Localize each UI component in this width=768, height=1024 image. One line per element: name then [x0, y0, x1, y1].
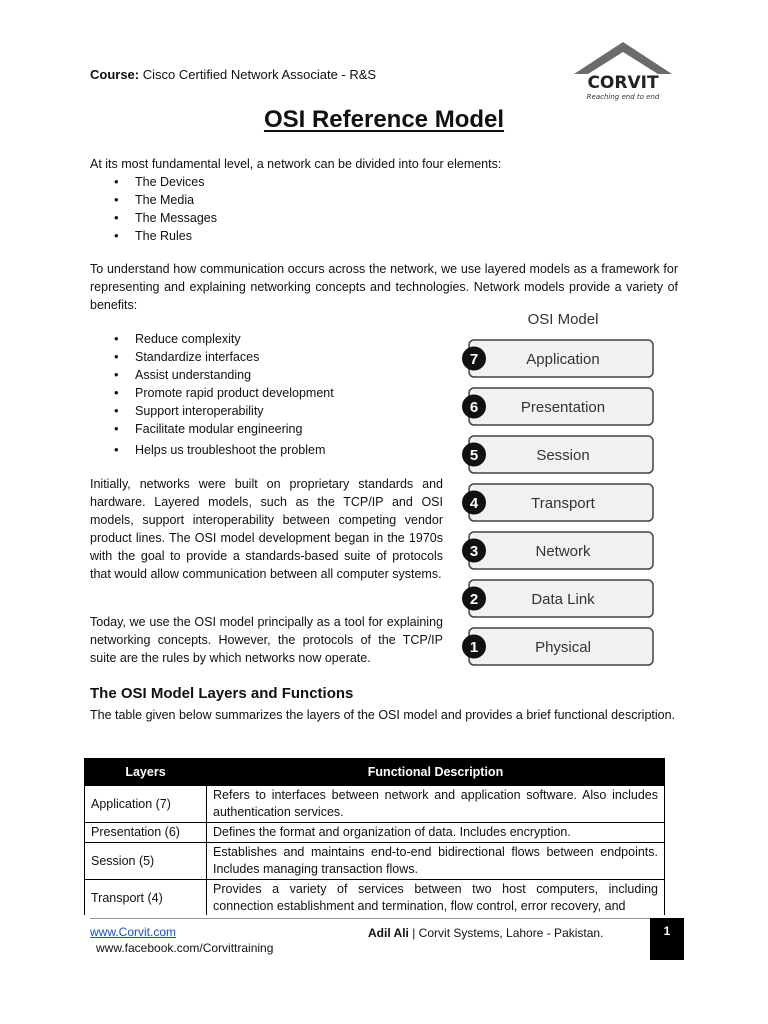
list-item: • The Media [90, 191, 217, 209]
description-cell: Provides a variety of services between two host computers, including connection establishment and termination, flow control, error recovery, and [207, 880, 665, 916]
list-item: • Reduce complexity [90, 330, 334, 348]
course-name: Cisco Certified Network Associate - R&S [142, 67, 377, 82]
list-item: • Promote rapid product development [90, 384, 334, 402]
section-intro: The table given below summarizes the layers of the OSI model and provides a brief functional description. [90, 708, 676, 722]
layers-table [84, 758, 665, 915]
footer-credit [368, 924, 603, 942]
footer-links [90, 924, 273, 956]
page-number: 1 [650, 918, 684, 960]
osi-layer-1 [462, 628, 653, 665]
course-line [90, 66, 376, 84]
osi-layer-name: Transport [531, 495, 595, 512]
osi-layer-5 [462, 436, 653, 473]
osi-layer-7 [462, 340, 653, 377]
corvit-logo [566, 40, 680, 102]
osi-model-diagram [455, 304, 660, 670]
list-item: • Helps us troubleshoot the problem [90, 441, 334, 459]
logo-text: CORVIT [587, 73, 659, 93]
osi-diagram-title: OSI Model [527, 311, 599, 328]
layer-cell: Presentation (6) [85, 823, 207, 843]
website-link[interactable]: www.Corvit.com [90, 925, 177, 939]
osi-layer-name: Presentation [520, 399, 606, 416]
elements-list [90, 173, 217, 245]
osi-layer-name: Physical [535, 639, 591, 656]
osi-layer-number: 3 [469, 543, 479, 560]
layer-cell: Session (5) [85, 843, 207, 880]
page-title: OSI Reference Model [263, 106, 505, 133]
table-row [85, 823, 665, 843]
layer-cell: Transport (4) [85, 880, 207, 916]
osi-layer-2 [462, 580, 653, 617]
osi-layer-name: Session [536, 447, 590, 464]
osi-layer-number: 7 [469, 351, 479, 368]
list-item: • Facilitate modular engineering [90, 420, 334, 438]
osi-layer-number: 5 [469, 447, 479, 464]
description-cell: Defines the format and organization of data. Includes encryption. [207, 823, 665, 843]
organization: | Corvit Systems, Lahore - Pakistan. [412, 926, 604, 940]
section-heading: The OSI Model Layers and Functions [90, 685, 354, 702]
list-item: • Support interoperability [90, 402, 334, 420]
osi-layer-number: 2 [469, 591, 479, 608]
osi-layer-6 [462, 388, 653, 425]
layers-table-container [80, 758, 680, 915]
list-item: • Assist understanding [90, 366, 334, 384]
list-item: • The Messages [90, 209, 217, 227]
osi-layer-number: 1 [469, 639, 479, 656]
course-label: Course: [90, 67, 140, 82]
column-header-layers: Layers [85, 759, 207, 786]
table-row [85, 880, 665, 916]
description-cell: Establishes and maintains end-to-end bidirectional flows between endpoints. Includes managing transaction flows. [207, 843, 665, 880]
layered-models-paragraph: To understand how communication occurs across the network, we use layered models as a framework for representing and explaining networking concepts and technologies. Network models provide a variety of benefits: [90, 262, 678, 312]
osi-layer-name: Application [526, 351, 600, 368]
list-item: • Standardize interfaces [90, 348, 334, 366]
osi-layer-number: 4 [469, 495, 479, 512]
list-item: • The Rules [90, 227, 217, 245]
benefits-list [90, 330, 334, 459]
list-item: • The Devices [90, 173, 217, 191]
osi-layer-4 [462, 484, 653, 521]
table-row [85, 786, 665, 823]
table-header-row [85, 759, 665, 786]
logo-tagline: Reaching end to end [586, 93, 660, 101]
author-name: Adil Ali [368, 926, 409, 940]
osi-layer-name: Network [535, 543, 591, 560]
osi-layer-3 [462, 532, 653, 569]
description-cell: Refers to interfaces between network and application software. Also includes authentication services. [207, 786, 665, 823]
intro-paragraph: At its most fundamental level, a network can be divided into four elements: [90, 157, 502, 171]
logo-roof [574, 42, 672, 74]
history-paragraph: Initially, networks were built on proprietary standards and hardware. Layered models, such as the TCP/IP and OSI models, support interoperability between competing vendor product lines. The OSI model development began in the 1970s with the goal to provide a standards-based suite of protocols that would allow communication between all computer systems. [90, 477, 443, 581]
footer-divider [90, 918, 650, 919]
table-row [85, 843, 665, 880]
osi-layer-name: Data Link [531, 591, 595, 608]
today-paragraph: Today, we use the OSI model principally as a tool for explaining networking concepts. However, the protocols of the TCP/IP suite are the rules by which networks now operate. [90, 615, 443, 665]
facebook-link[interactable]: www.facebook.com/Corvittraining [96, 941, 274, 955]
osi-layer-number: 6 [469, 399, 479, 416]
layer-cell: Application (7) [85, 786, 207, 823]
column-header-description: Functional Description [207, 759, 665, 786]
